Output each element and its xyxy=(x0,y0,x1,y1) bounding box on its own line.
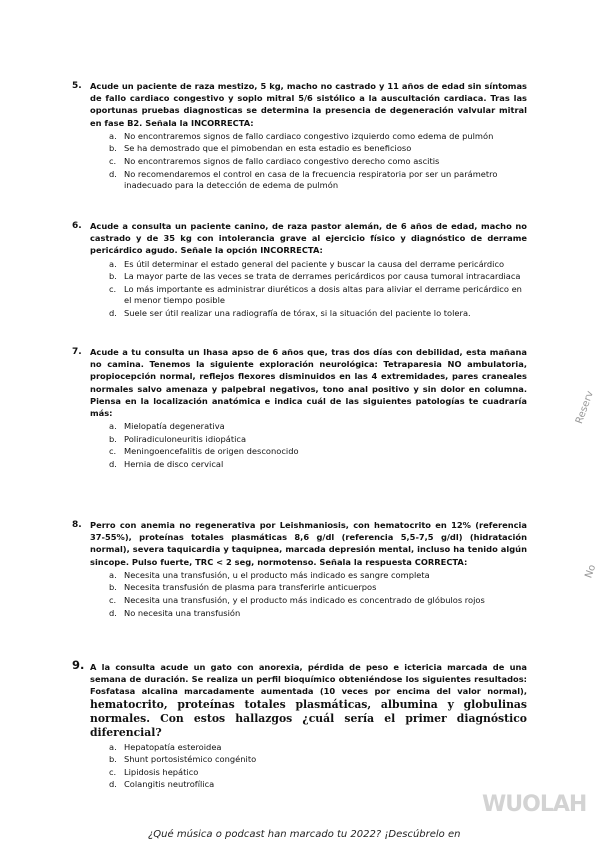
option-text: Lipidosis hepático xyxy=(124,766,199,777)
question-8-stem xyxy=(72,519,527,568)
option-text: La mayor parte de las veces se trata de derrames pericárdicos por causa tumoral intracardiaca xyxy=(124,271,521,282)
option-text: Necesita transfusión de plasma para transferirle anticuerpos xyxy=(124,582,377,593)
option-b xyxy=(72,754,527,766)
option-letter: b. xyxy=(109,754,117,765)
question-5 xyxy=(72,80,527,193)
option-list xyxy=(72,131,527,192)
question-7-stem xyxy=(72,346,527,419)
option-letter: c. xyxy=(109,766,117,777)
option-letter: d. xyxy=(109,459,117,469)
question-7 xyxy=(72,346,527,472)
option-text: Hepatopatía esteroidea xyxy=(124,741,222,752)
option-a xyxy=(72,259,527,271)
option-b xyxy=(72,582,527,594)
option-c xyxy=(72,767,527,779)
option-d xyxy=(72,459,527,471)
option-text: Meningoencefalitis de origen desconocido xyxy=(124,446,299,457)
option-text: Necesita una transfusión, u el producto más indicado es sangre completa xyxy=(124,569,430,580)
option-letter: d. xyxy=(109,607,117,618)
option-a xyxy=(72,131,527,143)
question-6 xyxy=(72,220,527,321)
option-letter: a. xyxy=(109,421,117,432)
option-letter: a. xyxy=(109,741,117,752)
option-list xyxy=(72,570,527,619)
option-d xyxy=(72,308,527,320)
option-letter: c. xyxy=(109,156,117,166)
option-letter: a. xyxy=(109,569,117,580)
option-text: No encontraremos signos de fallo cardiaco congestivo derecho como ascitis xyxy=(124,156,440,166)
option-list xyxy=(72,421,527,470)
option-c xyxy=(72,446,527,458)
option-b xyxy=(72,434,527,446)
option-a xyxy=(72,570,527,582)
option-text: Shunt portosistémico congénito xyxy=(124,754,257,765)
option-b xyxy=(72,143,527,155)
option-text: Poliradiculoneuritis idiopática xyxy=(124,433,247,444)
side-text-no: No xyxy=(583,563,599,580)
question-text: Perro con anemia no regenerativa por Leishmaniosis, con hematocrito en 12% (referencia 37-55%), proteínas totales plasmáticas 8,6 g/dl (referencia 5,5-7,5 g/dl) (hidratación normal), severa taquicardia y taquipnea, marcada depresión mental, incluso ha tenido algún sincope. Pulso fuerte, TRC < 2 seg, normotenso. Señala la respuesta CORRECTA: xyxy=(90,520,527,567)
option-c xyxy=(72,595,527,607)
question-text-serif: hematocrito, proteínas totales plasmáticas, albumina y globulinas normales. Con estos hallazgos ¿cuál sería el primer diagnóstico diferencial? xyxy=(90,697,527,739)
option-letter: a. xyxy=(109,258,117,269)
option-text: Colangitis neutrofílica xyxy=(124,779,215,790)
option-letter: c. xyxy=(109,446,117,457)
option-a xyxy=(72,742,527,754)
question-text: A la consulta acude un gato con anorexia, pérdida de peso e ictericia marcada de una semana de duración. Se realiza un perfil bioquímico obteniéndose los siguientes resultados: Fosfatasa alcalina marcadamente aumentada (10 veces por encima del valor normal), xyxy=(90,662,527,697)
option-letter: b. xyxy=(109,582,117,593)
question-6-stem xyxy=(72,220,527,257)
option-letter: b. xyxy=(109,143,117,154)
question-text: Acude a consulta un paciente canino, de raza pastor alemán, de 6 años de edad, macho no castrado y de 35 kg con intolerancia grave al ejercicio físico y diagnóstico de derrame pericárdico agudo. Señale la opción INCORRECTA: xyxy=(90,221,527,256)
option-a xyxy=(72,421,527,433)
option-list xyxy=(72,259,527,320)
question-number: 7. xyxy=(72,347,82,357)
option-text: Se ha demostrado que el pimobendan en esta estadio es beneficioso xyxy=(124,143,412,154)
option-d xyxy=(72,779,527,791)
option-d xyxy=(72,608,527,620)
wuolah-logo: WUOLAH xyxy=(482,792,587,817)
option-b xyxy=(72,271,527,283)
option-text: No encontraremos signos de fallo cardiaco congestivo izquierdo como edema de pulmón xyxy=(124,130,494,141)
question-9 xyxy=(72,658,527,792)
option-letter: c. xyxy=(109,283,117,294)
question-text: Acude un paciente de raza mestizo, 5 kg, macho no castrado y 11 años de edad sin síntomas de fallo cardiaco congestivo y soplo mitral 5/6 sistólico a la auscultación cardiaca. Tras las oportunas pruebas diagnosticas se determina la presencia de degeneración valvular mitral en fase B2. Señala la INCORRECTA: xyxy=(90,81,527,128)
question-text: Acude a tu consulta un Ihasa apso de 6 años que, tras dos días con debilidad, esta mañana no camina. Tenemos la siguiente exploración neurológica: Tetraparesia NO ambulatoria, propiocepción normal, reflejos flexores disminuidos en las 4 extremidades, pares craneales normales salvo amenaza y palpebral negativos, tono anal positivo y sin dolor en columna. Piensa en la localización anatómica e indica cuál de las siguientes patologías te cuadraría más: xyxy=(90,347,527,419)
option-text: Es útil determinar el estado general del paciente y buscar la causa del derrame pericárdico xyxy=(124,258,505,269)
option-letter: c. xyxy=(109,595,117,605)
option-list xyxy=(72,742,527,791)
option-letter: d. xyxy=(109,779,117,790)
question-number: 6. xyxy=(72,221,82,231)
question-number: 8. xyxy=(72,520,82,530)
question-number: 9. xyxy=(72,658,85,672)
question-number: 5. xyxy=(72,81,82,91)
option-letter: b. xyxy=(109,433,117,444)
footer-banner[interactable]: ¿Qué música o podcast han marcado tu 2022? ¡Descúbrelo en xyxy=(148,829,461,840)
side-text-reserved: Reserv xyxy=(573,389,596,426)
option-text: Necesita una transfusión, y el producto más indicado es concentrado de glóbulos rojos xyxy=(124,595,485,605)
question-9-stem xyxy=(72,658,527,740)
option-d xyxy=(72,169,527,192)
option-text: Lo más importante es administrar diuréticos a dosis altas para aliviar el derrame pericárdico en el menor tiempo posible xyxy=(124,283,522,306)
option-text: Hernia de disco cervical xyxy=(124,459,224,469)
option-text: Mielopatía degenerativa xyxy=(124,421,225,432)
option-letter: a. xyxy=(109,130,117,141)
option-text: Suele ser útil realizar una radiografía de tórax, si la situación del paciente lo tolera. xyxy=(124,307,471,318)
option-text: No necesita una transfusión xyxy=(124,607,241,618)
question-8 xyxy=(72,519,527,620)
option-c xyxy=(72,156,527,168)
option-letter: d. xyxy=(109,168,117,179)
option-text: No recomendaremos el control en casa de la frecuencia respiratoria por ser un parámetro inadecuado para la detección de edema de pulmón xyxy=(124,168,498,191)
option-c xyxy=(72,284,527,307)
question-5-stem xyxy=(72,80,527,129)
option-letter: b. xyxy=(109,271,117,282)
option-letter: d. xyxy=(109,307,117,318)
